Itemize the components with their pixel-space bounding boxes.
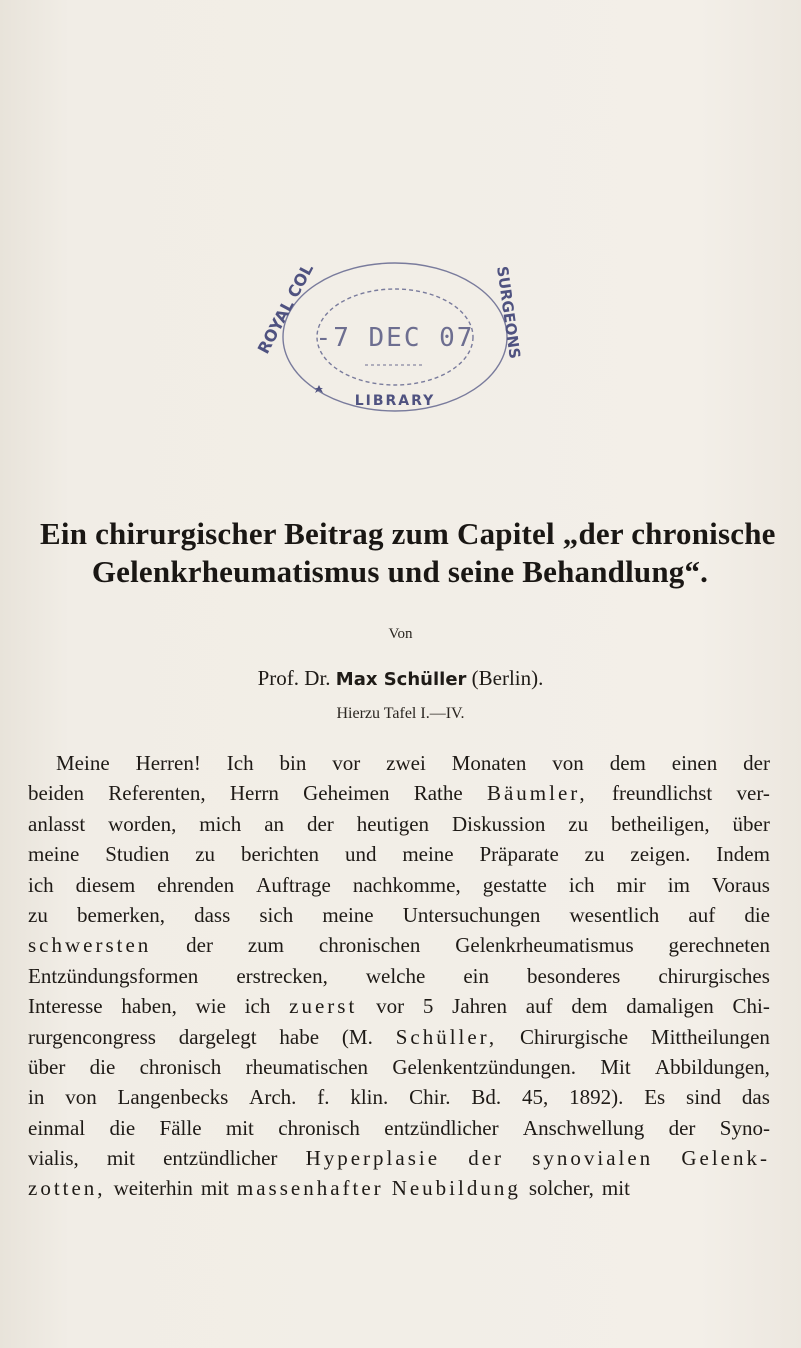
- word: beiden: [28, 781, 84, 806]
- word: entzündlicher: [384, 1115, 499, 1140]
- word: der: [468, 1146, 505, 1171]
- word: entzündlicher: [163, 1146, 278, 1171]
- byline-von: Von: [388, 626, 413, 642]
- word: Neubildung: [391, 1176, 521, 1201]
- word: und: [344, 842, 377, 867]
- text-line: [28, 1173, 770, 1203]
- word: massenhafter: [236, 1176, 384, 1201]
- word: Ich: [226, 751, 254, 775]
- text-line: [28, 900, 770, 930]
- word: Referenten,: [108, 781, 206, 806]
- article-title: [40, 515, 776, 591]
- word: Präparate: [479, 842, 559, 867]
- word: zu: [584, 842, 605, 867]
- word: meine: [322, 902, 374, 927]
- word: Anschwellung: [522, 1115, 645, 1140]
- word: mit: [225, 1115, 254, 1140]
- word: ich: [244, 994, 271, 1019]
- text-line: [28, 809, 770, 839]
- word: freundlichst: [611, 781, 713, 806]
- word: nachkomme,: [352, 872, 461, 897]
- word: anlasst: [28, 811, 86, 836]
- word: (M.: [341, 1024, 373, 1049]
- word: zwei: [386, 751, 426, 775]
- word: dargelegt: [178, 1024, 257, 1049]
- text-line: [28, 1082, 770, 1112]
- stamp-ring-top: ROYAL COL: [253, 260, 318, 357]
- word: chronischen: [318, 933, 421, 958]
- text-line: [28, 1022, 770, 1052]
- word: synovialen: [532, 1146, 654, 1171]
- word: Schüller,: [395, 1024, 498, 1049]
- word: die: [109, 1115, 136, 1140]
- word: heutigen: [356, 811, 430, 836]
- word: dem: [571, 994, 608, 1019]
- title-line-2: Gelenkrheumatismus und seine Behandlung“.: [91, 554, 709, 589]
- text-line: [28, 839, 770, 869]
- word: Studien: [105, 842, 170, 867]
- word: Herrn: [229, 781, 279, 806]
- word: auf: [688, 902, 716, 927]
- word: im: [667, 872, 690, 897]
- library-stamp: [245, 245, 535, 420]
- word: das: [741, 1085, 770, 1110]
- word: über: [732, 811, 770, 836]
- word: zeigen.: [630, 842, 691, 867]
- word: Entzündungsformen: [28, 963, 199, 988]
- word: Rathe: [413, 781, 463, 806]
- word: Interesse: [28, 994, 103, 1019]
- word: wie: [195, 994, 226, 1019]
- word: ver-: [736, 781, 770, 806]
- word: zotten,: [28, 1176, 106, 1201]
- text-line: [28, 930, 770, 960]
- word: Geheimen: [303, 781, 390, 806]
- word: mit: [200, 1176, 229, 1201]
- word: Voraus: [711, 872, 770, 897]
- word: die: [744, 902, 770, 927]
- author-name: Max Schüller: [335, 669, 467, 690]
- word: Meine: [56, 751, 110, 775]
- word: f.: [317, 1085, 330, 1110]
- word: wesentlich: [569, 902, 660, 927]
- text-line: [28, 870, 770, 900]
- plates-note: Hierzu Tafel I.—IV.: [336, 705, 465, 722]
- word: Monaten: [451, 751, 527, 775]
- word: schwersten: [28, 933, 152, 958]
- word: zu: [195, 842, 216, 867]
- word: der: [306, 811, 334, 836]
- word: der: [186, 933, 213, 958]
- word: der: [668, 1115, 696, 1140]
- word: Chirurgische: [519, 1024, 629, 1049]
- word: Fälle: [159, 1115, 202, 1140]
- word: besonderes: [527, 963, 621, 988]
- word: 1892).: [569, 1085, 624, 1110]
- word: über: [28, 1054, 66, 1079]
- word: einmal: [28, 1115, 86, 1140]
- word: 5: [422, 994, 434, 1019]
- word: dass: [194, 902, 231, 927]
- word: Indem: [716, 842, 770, 867]
- word: Bäumler,: [486, 781, 588, 806]
- word: einen: [671, 751, 718, 775]
- stamp-ring-right: SURGEONS: [493, 265, 524, 360]
- word: zum: [247, 933, 285, 958]
- word: welche: [365, 963, 426, 988]
- word: chronisch: [278, 1115, 360, 1140]
- word: in: [28, 1085, 45, 1110]
- word: sich: [259, 902, 294, 927]
- word: die: [89, 1054, 116, 1079]
- word: Hyperplasie: [305, 1146, 441, 1171]
- word: 45,: [522, 1085, 549, 1110]
- author-prefix: Prof. Dr.: [257, 666, 331, 690]
- word: Chir.: [409, 1085, 451, 1110]
- text-line: [28, 1143, 770, 1173]
- word: zu: [28, 902, 48, 927]
- word: bin: [279, 751, 307, 775]
- word: ich: [568, 872, 595, 897]
- word: auf: [525, 994, 553, 1019]
- word: Jahren: [452, 994, 507, 1019]
- word: der: [743, 751, 770, 775]
- word: vor: [332, 751, 361, 775]
- stamp-ring-bottom: LIBRARY: [354, 393, 436, 409]
- word: klin.: [350, 1085, 389, 1110]
- word: gestatte: [482, 872, 547, 897]
- text-line: [28, 991, 770, 1021]
- text-line: [28, 748, 770, 778]
- word: von: [552, 751, 584, 775]
- text-line: [28, 1113, 770, 1143]
- word: berichten: [240, 842, 320, 867]
- text-line: [28, 961, 770, 991]
- word: an: [264, 811, 285, 836]
- word: Herren!: [135, 751, 201, 775]
- word: zuerst: [289, 994, 358, 1019]
- word: ein: [463, 963, 489, 988]
- word: weiterhin: [113, 1176, 193, 1201]
- text-line: [28, 1052, 770, 1082]
- word: mir: [616, 872, 646, 897]
- word: Untersuchungen: [402, 902, 541, 927]
- word: vialis,: [28, 1146, 79, 1171]
- word: Mit: [600, 1054, 631, 1079]
- author-line: [0, 666, 801, 691]
- word: zu: [568, 811, 589, 836]
- word: rheumatischen: [245, 1054, 369, 1079]
- word: betheiligen,: [611, 811, 710, 836]
- word: meine: [28, 842, 80, 867]
- word: Syno-: [719, 1115, 770, 1140]
- word: Chi-: [732, 994, 770, 1019]
- word: rurgencongress: [28, 1024, 156, 1049]
- word: Arch.: [249, 1085, 297, 1110]
- word: ich: [28, 872, 54, 897]
- word: bemerken,: [76, 902, 165, 927]
- word: Gelenkrheumatismus: [455, 933, 634, 958]
- word: Es: [644, 1085, 666, 1110]
- word: ehrenden: [157, 872, 235, 897]
- word: von: [65, 1085, 97, 1110]
- author-suffix: (Berlin).: [471, 666, 544, 690]
- word: sind: [686, 1085, 722, 1110]
- word: Diskussion: [451, 811, 546, 836]
- word: mit: [601, 1176, 630, 1201]
- word: solcher,: [528, 1176, 594, 1201]
- word: Mittheilungen: [650, 1024, 770, 1049]
- word: haben,: [121, 994, 177, 1019]
- word: Auftrage: [256, 872, 331, 897]
- word: worden,: [108, 811, 177, 836]
- word: dem: [609, 751, 646, 775]
- word: chirurgisches: [658, 963, 770, 988]
- word: gerechneten: [668, 933, 770, 958]
- word: erstrecken,: [236, 963, 328, 988]
- word: chronisch: [139, 1054, 222, 1079]
- word: mit: [106, 1146, 135, 1171]
- word: meine: [402, 842, 454, 867]
- word: mich: [199, 811, 242, 836]
- word: Gelenkentzündungen.: [392, 1054, 577, 1079]
- title-line-1: Ein chirurgischer Beitrag zum Capitel „der chronische: [40, 516, 776, 551]
- word: Bd.: [471, 1085, 502, 1110]
- word: habe: [279, 1024, 320, 1049]
- stamp-date: -7 DEC 07: [315, 323, 475, 353]
- word: Gelenk-: [681, 1146, 770, 1171]
- word: vor: [376, 994, 405, 1019]
- word: Langenbecks: [117, 1085, 229, 1110]
- word: Abbildungen,: [655, 1054, 770, 1079]
- text-line: [28, 778, 770, 808]
- word: diesem: [75, 872, 136, 897]
- word: damaligen: [626, 994, 714, 1019]
- body-paragraph: [28, 748, 770, 1204]
